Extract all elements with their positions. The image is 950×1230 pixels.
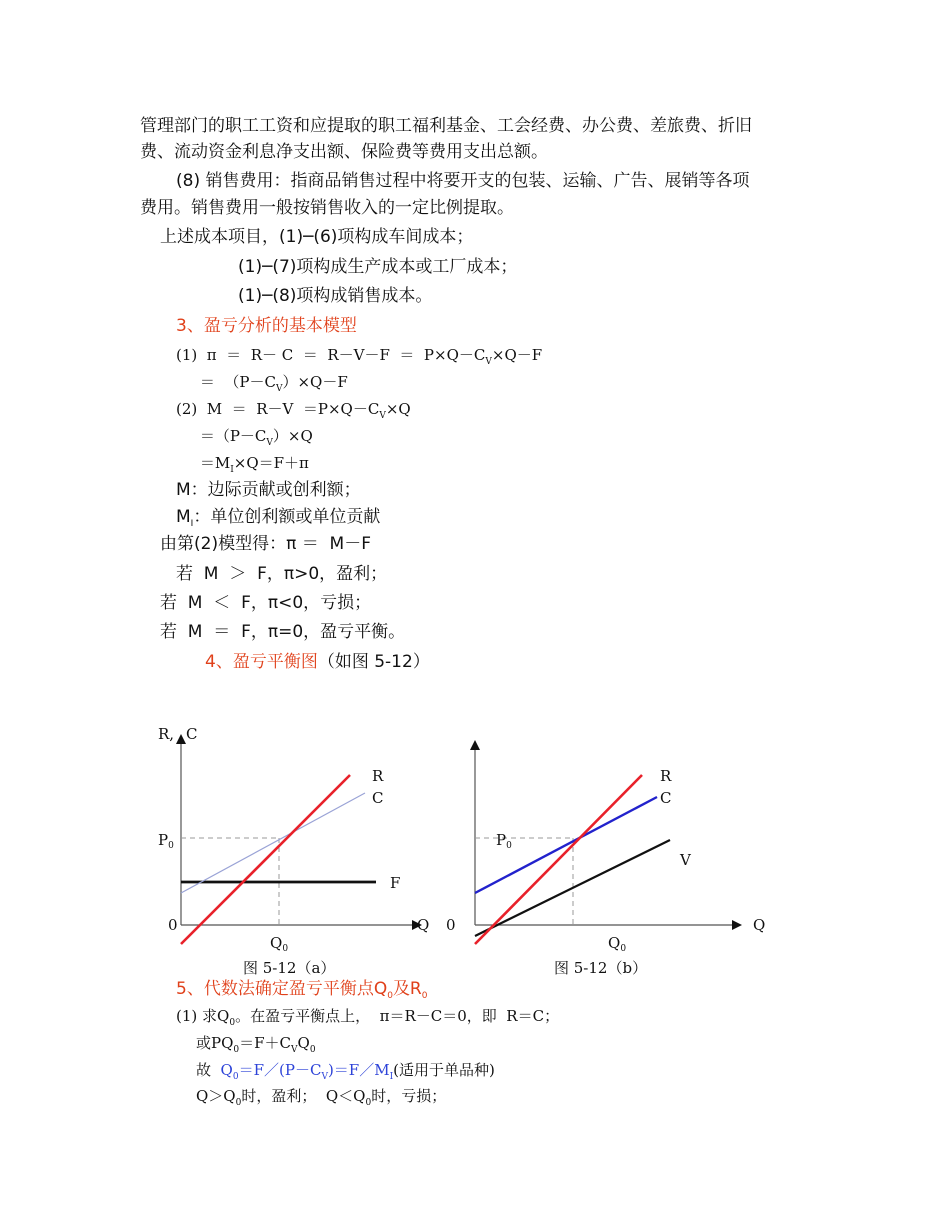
- formula-line: (2) $M = R-V =P\times Q-C_V\times Q$: [176, 400, 411, 421]
- conclusion-line: 若 M ＞ F，π>0，盈利；: [176, 564, 388, 584]
- fig-a-q-label: Q: [417, 916, 430, 934]
- paragraph-line: (8) 销售费用：指商品销售过程中将要开支的包装、运输、广告、展销等各项: [176, 171, 750, 191]
- formula-line: (1) $\pi = R- C = R-V-F = P\times Q-C_V\times Q-F$: [176, 346, 543, 367]
- definition-line: M：边际贡献或创利额；: [176, 480, 361, 500]
- paragraph-line: (1)─(8)项构成销售成本。: [238, 286, 433, 306]
- fig-a-revenue-line: [181, 775, 350, 944]
- fig-b-c-label: C: [660, 789, 672, 807]
- fig-b-q-label: Q: [753, 916, 766, 934]
- figure-b-caption: 图 5-12（b）: [554, 959, 648, 977]
- fig-b-x-arrow: [732, 920, 742, 930]
- algebra-line: (1) 求$Q_0$。在盈亏平衡点上， π＝R－C＝0，即 R＝C；: [176, 1007, 560, 1028]
- fig-b-origin-label: 0: [446, 916, 456, 934]
- algebra-line: $Q>Q_0$时，盈利； $Q<Q_0$时，亏损；: [196, 1087, 447, 1108]
- definition-line: $M_I$：单位创利额或单位贡献: [176, 507, 381, 529]
- paragraph-line: 管理部门的职工工资和应提取的职工福利基金、工会经费、办公费、差旅费、折旧: [140, 116, 752, 136]
- figure-a: [158, 725, 429, 954]
- fig-a-r-label: R: [372, 767, 384, 785]
- fig-a-origin-label: 0: [168, 916, 178, 934]
- fig-a-y-arrow: [176, 734, 186, 744]
- fig-a-y-label: R,: [158, 725, 175, 743]
- fig-a-y-label-2: C: [186, 725, 198, 743]
- formula-line: $=M_I\times Q=F+\pi$: [176, 454, 309, 475]
- figure-a-caption: 图 5-12（a）: [243, 959, 336, 977]
- formula-line: ＝ $(P-C_V)\times Q-F$: [176, 373, 348, 394]
- paragraph-line: 费、流动资金利息净支出额、保险费等费用支出总额。: [140, 142, 548, 162]
- figure-b: [446, 740, 765, 954]
- fig-a-c-label: C: [372, 789, 384, 807]
- fig-b-v-label: V: [680, 851, 691, 869]
- algebra-line: 或$PQ_0=F+C_VQ_0$: [196, 1034, 316, 1055]
- conclusion-line: 若 M ＝ F，π=0，盈亏平衡。: [160, 622, 406, 642]
- section-heading-4: 4、盈亏平衡图（如图 5-12）: [205, 652, 430, 672]
- fig-b-p0-label: $P_0$: [496, 831, 512, 851]
- fig-a-p0-label: $P_0$: [158, 831, 174, 851]
- section-heading-5: 5、代数法确定盈亏平衡点$Q_0$及$R_0$: [176, 979, 428, 1001]
- fig-a-cost-line: [181, 793, 365, 893]
- fig-a-q0-label: $Q_0$: [270, 934, 289, 954]
- fig-b-revenue-line: [475, 775, 642, 944]
- fig-b-y-arrow: [470, 740, 480, 750]
- section-heading-3: 3、盈亏分析的基本模型: [176, 316, 357, 336]
- conclusion-line: 若 M ＜ F，π<0，亏损；: [160, 593, 372, 613]
- fig-a-f-label: F: [390, 874, 401, 892]
- fig-b-q0-label: $Q_0$: [608, 934, 627, 954]
- paragraph-line: 上述成本项目，(1)─(6)项构成车间成本；: [160, 227, 474, 247]
- formula-line: $=(P-C_V)\times Q$: [176, 427, 313, 448]
- algebra-line: 故 $Q_0=F/(P-C_V)=F/M_I$(适用于单品种): [196, 1061, 495, 1082]
- fig-b-r-label: R: [660, 767, 672, 785]
- conclusion-line: 由第(2)模型得：π ＝ M－F: [160, 534, 371, 554]
- paragraph-line: 费用。销售费用一般按销售收入的一定比例提取。: [140, 198, 514, 218]
- paragraph-line: (1)─(7)项构成生产成本或工厂成本；: [238, 257, 518, 277]
